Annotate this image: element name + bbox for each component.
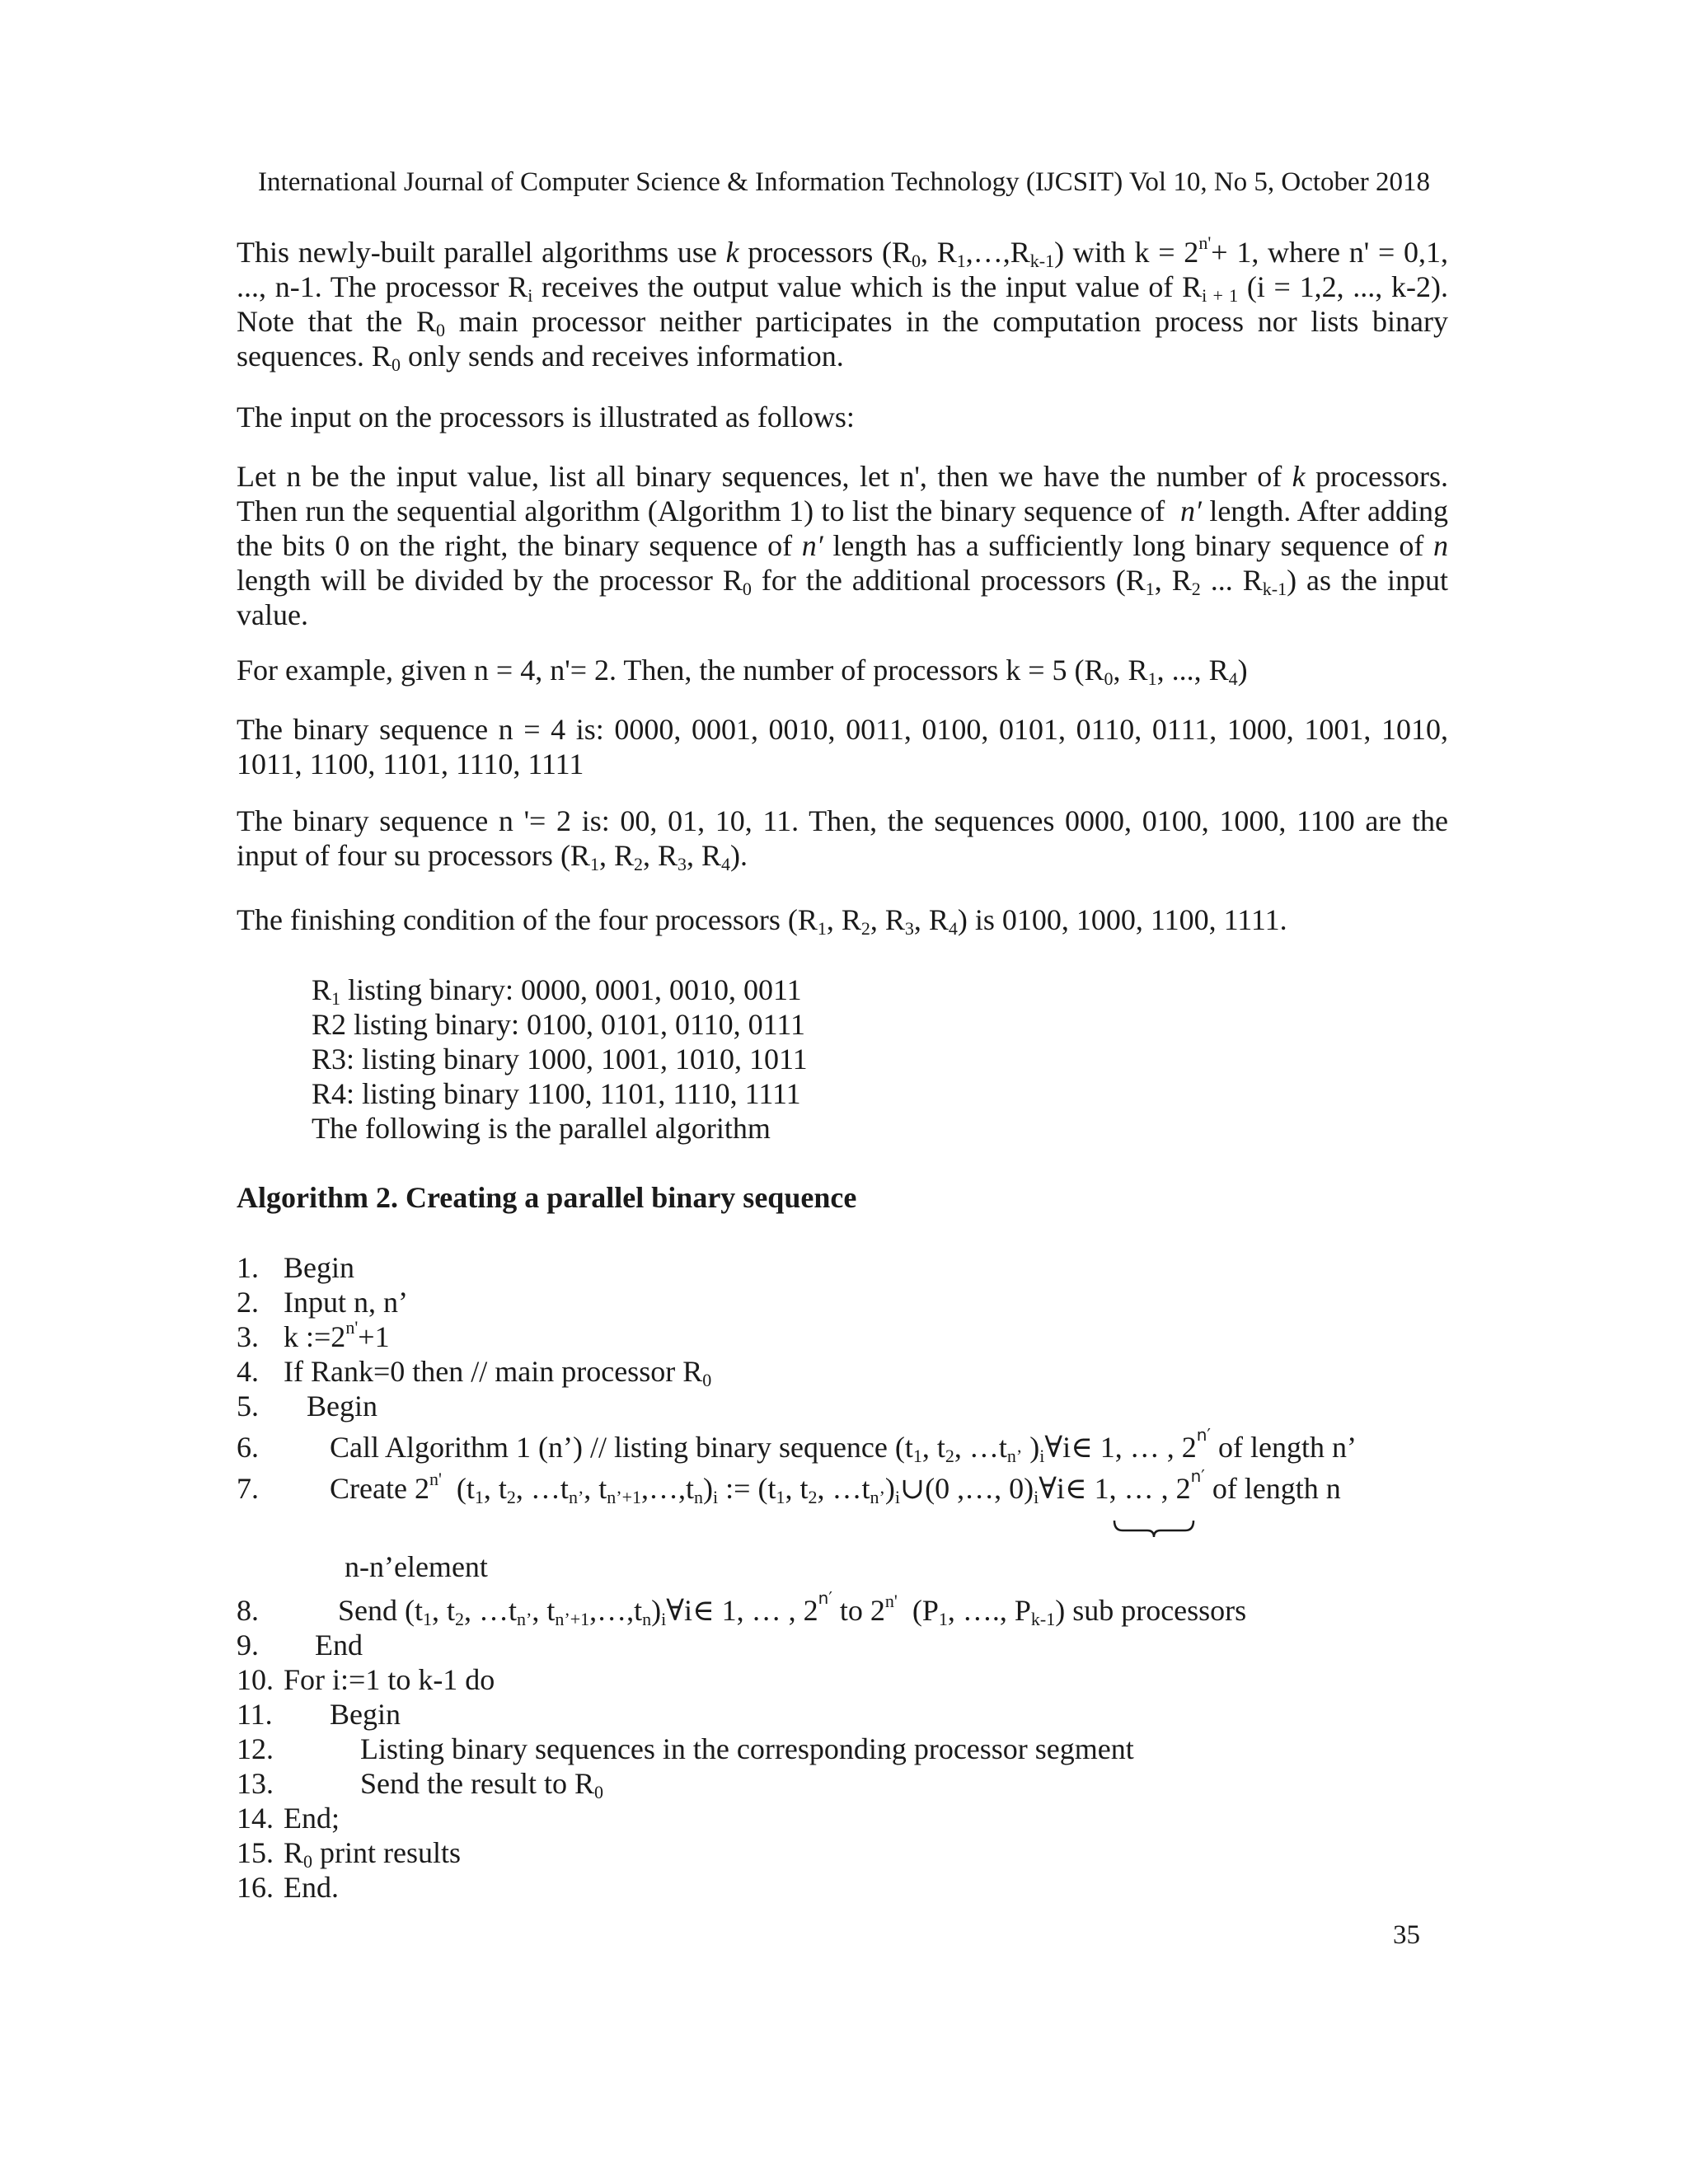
algo-line-4: If Rank=0 then // main processor $R_0$: [284, 1355, 712, 1390]
listing-r2: R2 listing binary: 0100, 0101, 0110, 0111: [312, 1008, 805, 1041]
line-number: 4.: [237, 1355, 259, 1388]
algo-line-16: End.: [284, 1871, 339, 1904]
line-number: 2.: [237, 1286, 259, 1319]
algo-line-12: Listing binary sequences in the corresponding processor segment: [360, 1732, 1134, 1765]
algo-line-6: Call Algorithm 1 (n’) // listing binary sequence ($t_1$, $t_2$, $\dots t_{n’}$ )$_i\forall i\in$ 1, … , $2^{n'}$ of length n’: [330, 1425, 1357, 1466]
algo-line-8: Send ($t_1$, $t_2$, $\dots t_{n’}$, $t_{n’+1},\dots,t_n)_i\forall i\in$ 1, … , $2^{n'}$ to $2^{n'}$ ($P_1$, …., $P_{k-1}$) sub processors: [338, 1588, 1247, 1629]
listing-r3: R3: listing binary 1000, 1001, 1010, 1011: [312, 1043, 808, 1076]
line-number: 9.: [237, 1629, 259, 1661]
line-number: 16.: [237, 1871, 274, 1904]
paragraph-binary-n2: The binary sequence n '= 2 is: 00, 01, 10, 11. Then, the sequences 0000, 0100, 1000, 1100 are the input of four su processors ($R_1$, $R_2$, $R_3$, $R_4$).: [237, 804, 1448, 874]
paragraph-finishing-condition: The finishing condition of the four processors ($R_1$, $R_2$, $R_3$, $R_4$) is 0100, 1000, 1100, 1111.: [237, 903, 1287, 939]
line-number: 5.: [237, 1390, 259, 1422]
line-number: 7.: [237, 1472, 259, 1505]
line-number: 12.: [237, 1732, 274, 1765]
algo-line-1: Begin: [284, 1251, 354, 1284]
listing-follow: The following is the parallel algorithm: [312, 1112, 771, 1145]
algo-line-11: Begin: [330, 1698, 401, 1731]
line-number: 15.: [237, 1836, 274, 1869]
algo-line-14: End;: [284, 1802, 340, 1835]
algo-line-10: For i:=1 to k-1 do: [284, 1663, 495, 1696]
underbrace-icon: [1113, 1519, 1195, 1540]
algo-line-15: $R_0$ print results: [284, 1836, 461, 1872]
line-number: 11.: [237, 1698, 273, 1731]
algo-line-7: Create $2^{n'}$ ($t_1$, $t_2$, $\dots t_{n’}$, $t_{n’+1},\dots,t_n)_i$ := ($t_1$, $t_2$, $\dots t_{n’})_i\cup(0$ ,…, $0)_i\forall i\in$ 1, … , $2^{n'}$ of length n: [330, 1466, 1341, 1507]
paragraph-processors-intro: This newly-built parallel algorithms use k processors ($R_0$, $R_1,\dots,R_{k-1}$) with $k = 2^{n'}+ 1$, where n' = 0,1, ..., n-1. The processor $R_i$ receives the output value which is the input value of $R_{i + 1}$ (i = 1,2, ..., k-2). Note that the $R_0$ main processor neither participates in the computation process nor lists binary sequences. $R_0$ only sends and receives information.: [237, 232, 1449, 375]
line-number: 13.: [237, 1767, 274, 1800]
line-number: 8.: [237, 1594, 259, 1627]
line-number: 6.: [237, 1431, 259, 1464]
paragraph-binary-n4: The binary sequence n = 4 is: 0000, 0001, 0010, 0011, 0100, 0101, 0110, 0111, 1000, 1001, 1010, 1011, 1100, 1101, 1110, 1111: [237, 713, 1448, 780]
line-number: 10.: [237, 1663, 274, 1696]
algorithm-title: Algorithm 2. Creating a parallel binary sequence: [237, 1181, 857, 1214]
algo-line-13: Send the result to $R_0$: [360, 1767, 603, 1802]
algo-line-3: k $:=2^{n'}+1$: [284, 1317, 390, 1353]
line-number: 1.: [237, 1251, 259, 1284]
line-number: 14.: [237, 1802, 274, 1835]
paragraph-input-description: Let n be the input value, list all binary sequences, let n', then we have the number of k processors. Then run the sequential algorithm (Algorithm 1) to list the binary sequence of n′ length. After adding the bits 0 on the right, the binary sequence of n′ length has a sufficiently long binary sequence of n length will be divided by the processor $R_0$ for the additional processors ($R_1$, $R_2$ ... $R_{k-1}$) as the input value.: [237, 460, 1449, 631]
paragraph-input-intro: The input on the processors is illustrated as follows:: [237, 401, 855, 434]
listing-r4: R4: listing binary 1100, 1101, 1110, 1111: [312, 1077, 801, 1110]
brace-label: n-n’element: [345, 1550, 488, 1583]
running-header: International Journal of Computer Science & Information Technology (IJCSIT) Vol 10, No 5, October 2018: [258, 167, 1430, 197]
page-number: 35: [1393, 1920, 1420, 1950]
paragraph-example: For example, given n = 4, n'= 2. Then, the number of processors k = 5 ($R_0$, $R_1$, ..., $R_4$): [237, 654, 1248, 689]
algo-line-5: Begin: [307, 1390, 377, 1422]
line-number: 3.: [237, 1320, 259, 1353]
algo-line-2: Input n, n’: [284, 1286, 408, 1319]
listing-r1: $R_1$ listing binary: 0000, 0001, 0010, 0011: [312, 973, 802, 1009]
algo-line-9: End: [315, 1629, 363, 1661]
